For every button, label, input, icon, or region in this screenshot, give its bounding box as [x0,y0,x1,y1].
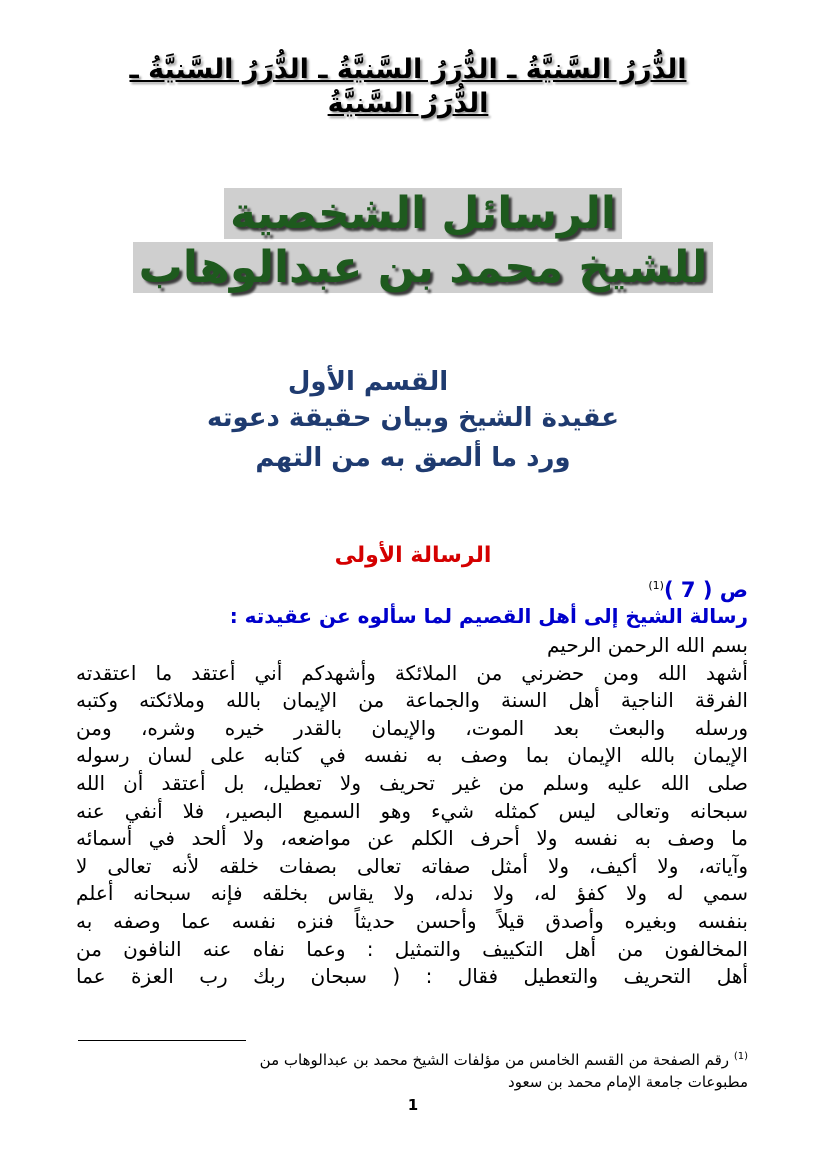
section-subheading-1: عقيدة الشيخ وبيان حقيقة دعوته [206,403,620,433]
body-line: ما وصف به نفسه ولا أحرف الكلم عن مواضعه، ولا ألحد في أسمائه [76,826,748,851]
main-title-text-2: للشيخ محمد بن عبدالوهاب [133,242,714,293]
main-title-line-2 [100,240,746,296]
body-line: المخالفون من أهل التكييف والتمثيل : وعما نفاه عنه النافون من [76,936,748,961]
header-line-1: الدُّرَرُ السَّنيَّةُ ـ الدُّرَرُ السَّنيَّةُ ـ الدُّرَرُ السَّنيَّةُ ـ [129,54,687,85]
body-line: ورسله والبعث بعد الموت، والإيمان بالقدر خيره وشره، ومن [76,715,748,740]
body-line: أهل التحريف والتعطيل فقال : ( سبحان ربك رب العزة عما [76,964,748,989]
body-line: وآياته، ولا أكيف، ولا أمثل صفاته تعالى بصفات خلقه لأنه تعالى لا [76,853,748,878]
body-line: بنفسه وبغيره وأصدق قيلاً وأحسن حديثاً فنزه نفسه عما وصفه به [76,908,748,933]
page-reference [648,572,748,604]
footnote-ref-marker: (1) [648,579,664,592]
body-line: بسم الله الرحمن الرحيم [546,633,748,657]
body-line: الإيمان بالله الإيمان بما وصف به نفسه في كتابه على لسان رسوله [76,743,748,768]
body-text [76,632,748,991]
footnote-text-1: رقم الصفحة من القسم الخامس من مؤلفات الشيخ محمد بن عبدالوهاب من [259,1051,730,1069]
footnote-marker: (1) [733,1051,748,1062]
footnote-separator [78,1040,246,1041]
footnote-line-2: مطبوعات جامعة الإمام محمد بن سعود [508,1073,748,1091]
body-line: صلى الله عليه وسلم من غير تحريف ولا تعطيل، بل أعتقد أن الله [76,770,748,795]
footnote-line-1 [80,1046,748,1071]
main-title-line-1 [100,186,746,242]
body-line: سبحانه وتعالى ليس كمثله شيء وهو السميع البصير، فلا أنفي عنه [76,798,748,823]
page-number: 1 [407,1096,419,1114]
body-line: أشهد الله ومن حضرني من الملائكة وأشهدكم أني أعتقد ما اعتقدته [76,660,748,685]
letter-intro: رسالة الشيخ إلى أهل القصيم لما سألوه عن عقيدته : [229,604,748,628]
header-line-2: الدُّرَرُ السَّنيَّةُ [327,88,489,119]
risala-title: الرسالة الأولى [334,543,492,568]
section-heading: القسم الأول [287,367,449,397]
main-title-text-1: الرسائل الشخصية [224,188,622,239]
page-reference-text: ص ( 7 ) [663,578,748,602]
section-subheading-2: ورد ما ألصق به من التهم [255,443,571,473]
body-line: الفرقة الناجية أهل السنة والجماعة من الإيمان بالله وملائكته وكتبه [76,688,748,713]
body-line: سمي له ولا كفؤ له، ولا ندله، ولا يقاس بخلقه فإنه سبحانه أعلم [76,881,748,906]
footnote [80,1046,748,1093]
